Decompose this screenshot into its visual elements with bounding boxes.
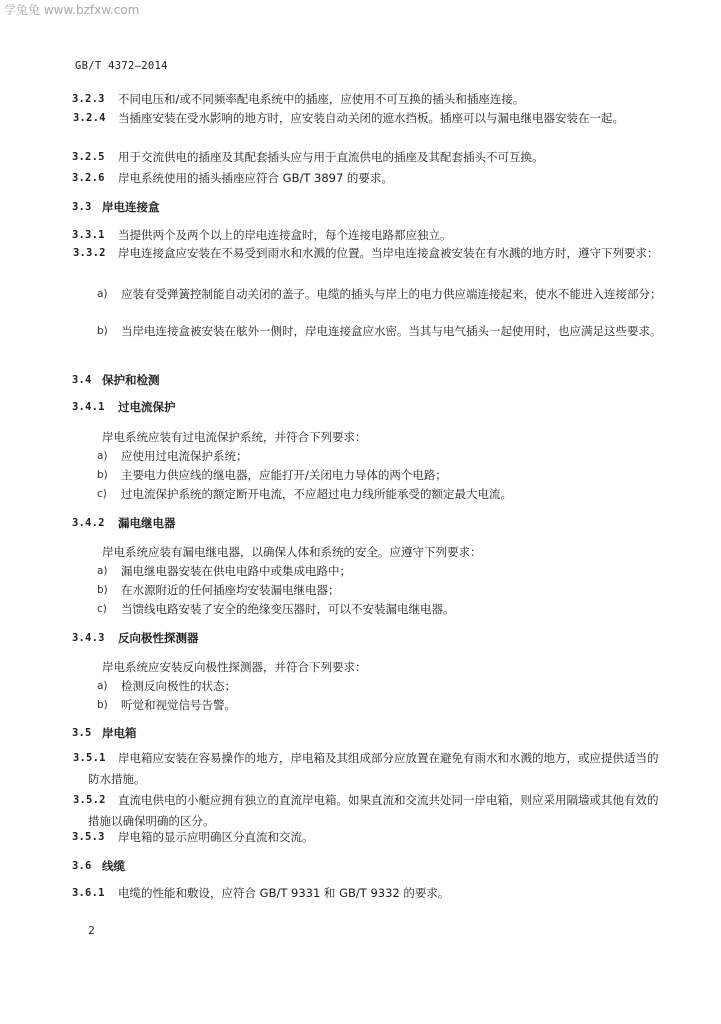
clause-3-6-1 [72, 882, 666, 904]
list-item-text: 检测反向极性的状态； [121, 679, 236, 693]
list-marker: c) [97, 603, 107, 615]
clause-text: 当提供两个及两个以上的岸电连接盒时，每个连接电路都应独立。 [118, 228, 452, 242]
section-3-4-heading [72, 369, 666, 391]
clause-3-3-2 [73, 243, 668, 264]
clause-3-2-6 [72, 167, 666, 189]
paragraph-text: 岸电系统应安装反向极性探测器，并符合下列要求： [102, 660, 367, 674]
list-item-text: 当岸电连接盒被安装在舷外一侧时，岸电连接盒应水密。当其与电气插头一起使用时，也应满足这些要求。 [121, 324, 662, 338]
clause-title: 漏电继电器 [118, 516, 176, 530]
clause-3-5-1 [73, 748, 668, 790]
clause-text: 岸电箱应安装在容易操作的地方，岸电箱及其组成部分应放置在避免有雨水和水溅的地方，或应提供适当的防水措施。 [88, 751, 659, 786]
list-marker: a) [97, 450, 108, 462]
clause-number: 3.5.3 [72, 831, 105, 843]
standard-code: GB/T 4372—2014 [75, 60, 168, 72]
clause-text: 岸电连接盒应安装在不易受到雨水和水溅的位置。当岸电连接盒被安装在有水溅的地方时，遵守下列要求： [118, 246, 659, 260]
list-item-text: 漏电继电器安装在供电电路中或集成电路中； [121, 564, 351, 578]
paragraph-text: 岸电系统应装有漏电继电器，以确保人体和系统的安全。应遵守下列要求： [102, 545, 482, 559]
list-marker: a) [97, 565, 108, 577]
clause-3-4-3-heading [72, 627, 666, 649]
list-item-text: 听觉和视觉信号告警。 [121, 698, 236, 712]
section-3-5-heading [72, 722, 666, 744]
list-item-text: 应使用过电流保护系统； [121, 449, 248, 463]
clause-3-4-2-heading [72, 512, 666, 534]
clause-title: 过电流保护 [118, 400, 176, 414]
clause-text: 不同电压和/或不同频率配电系统中的插座，应使用不可互换的插头和插座连接。 [118, 92, 525, 106]
clause-number: 3.2.6 [72, 172, 105, 184]
clause-number: 3.5.1 [73, 752, 106, 764]
clause-number: 3.3.2 [73, 247, 106, 259]
clause-number: 3.3.1 [72, 229, 105, 241]
list-item-text: 主要电力供应线的继电器，应能打开/关闭电力导体的两个电路； [121, 468, 447, 482]
list-item-text: 当馈线电路安装了安全的绝缘变压器时，可以不安装漏电继电器。 [121, 602, 455, 616]
clause-text: 电缆的性能和敷设，应符合 GB/T 9331 和 GB/T 9332 的要求。 [118, 886, 450, 900]
clause-3-2-4 [73, 108, 666, 129]
clause-number: 3.4.3 [72, 632, 105, 644]
clause-text: 用于交流供电的插座及其配套插头应与用于直流供电的插座及其配套插头不可互换。 [118, 150, 544, 164]
list-item-a [97, 284, 666, 305]
section-title: 岸电连接盒 [102, 200, 160, 214]
list-item-c [97, 483, 666, 505]
list-item-text: 应装有受弹簧控制能自动关闭的盖子。电缆的插头与岸上的电力供应端连接起来，使水不能进入连接部分； [121, 287, 662, 301]
section-3-3-heading [72, 196, 666, 218]
clause-title: 反向极性探测器 [118, 631, 199, 645]
list-item-c [97, 598, 666, 620]
clause-number: 3.4.1 [72, 401, 105, 413]
clause-3-4-1-heading [72, 396, 666, 418]
clause-number: 3.2.4 [73, 112, 106, 124]
section-number: 3.6 [72, 860, 92, 872]
clause-text: 岸电箱的显示应明确区分直流和交流。 [118, 830, 314, 844]
section-title: 保护和检测 [102, 373, 160, 387]
clause-number: 3.2.3 [72, 93, 105, 105]
list-item-text: 过电流保护系统的额定断开电流，不应超过电力线所能承受的额定最大电流。 [121, 487, 512, 501]
clause-number: 3.4.2 [72, 517, 105, 529]
clause-number: 3.6.1 [72, 887, 105, 899]
list-marker: b) [97, 699, 108, 711]
clause-text: 岸电系统使用的插头插座应符合 GB/T 3897 的要求。 [118, 171, 393, 185]
list-marker: b) [97, 469, 108, 481]
list-item-b [97, 694, 666, 716]
section-number: 3.4 [72, 374, 92, 386]
list-marker: b) [97, 325, 108, 337]
list-item-b [97, 321, 666, 342]
watermark: 学兔兔 www.bzfxw.com [4, 3, 140, 17]
section-number: 3.3 [72, 201, 92, 213]
page-number: 2 [88, 924, 95, 937]
list-marker: a) [97, 288, 108, 300]
section-title: 线缆 [102, 859, 125, 873]
clause-text: 直流电供电的小艇应拥有独立的直流岸电箱。如果直流和交流共处同一岸电箱，则应采用隔墙或其他有效的措施以确保明确的区分。 [88, 793, 659, 828]
section-3-6-heading [72, 855, 666, 877]
clause-3-5-3 [72, 826, 666, 848]
list-marker: a) [97, 680, 108, 692]
list-marker: b) [97, 584, 108, 596]
clause-number: 3.5.2 [73, 794, 106, 806]
list-item-text: 在水源附近的任何插座均安装漏电继电器； [121, 583, 340, 597]
section-number: 3.5 [72, 727, 92, 739]
clause-3-2-3 [72, 88, 666, 110]
list-marker: c) [97, 488, 107, 500]
clause-number: 3.2.5 [72, 151, 105, 163]
clause-3-2-5 [72, 146, 666, 168]
clause-text: 当插座安装在受水影响的地方时，应安装自动关闭的遮水挡板。插座可以与漏电继电器安装在一起。 [118, 111, 624, 125]
section-title: 岸电箱 [102, 726, 137, 740]
paragraph-text: 岸电系统应装有过电流保护系统，并符合下列要求： [102, 430, 367, 444]
